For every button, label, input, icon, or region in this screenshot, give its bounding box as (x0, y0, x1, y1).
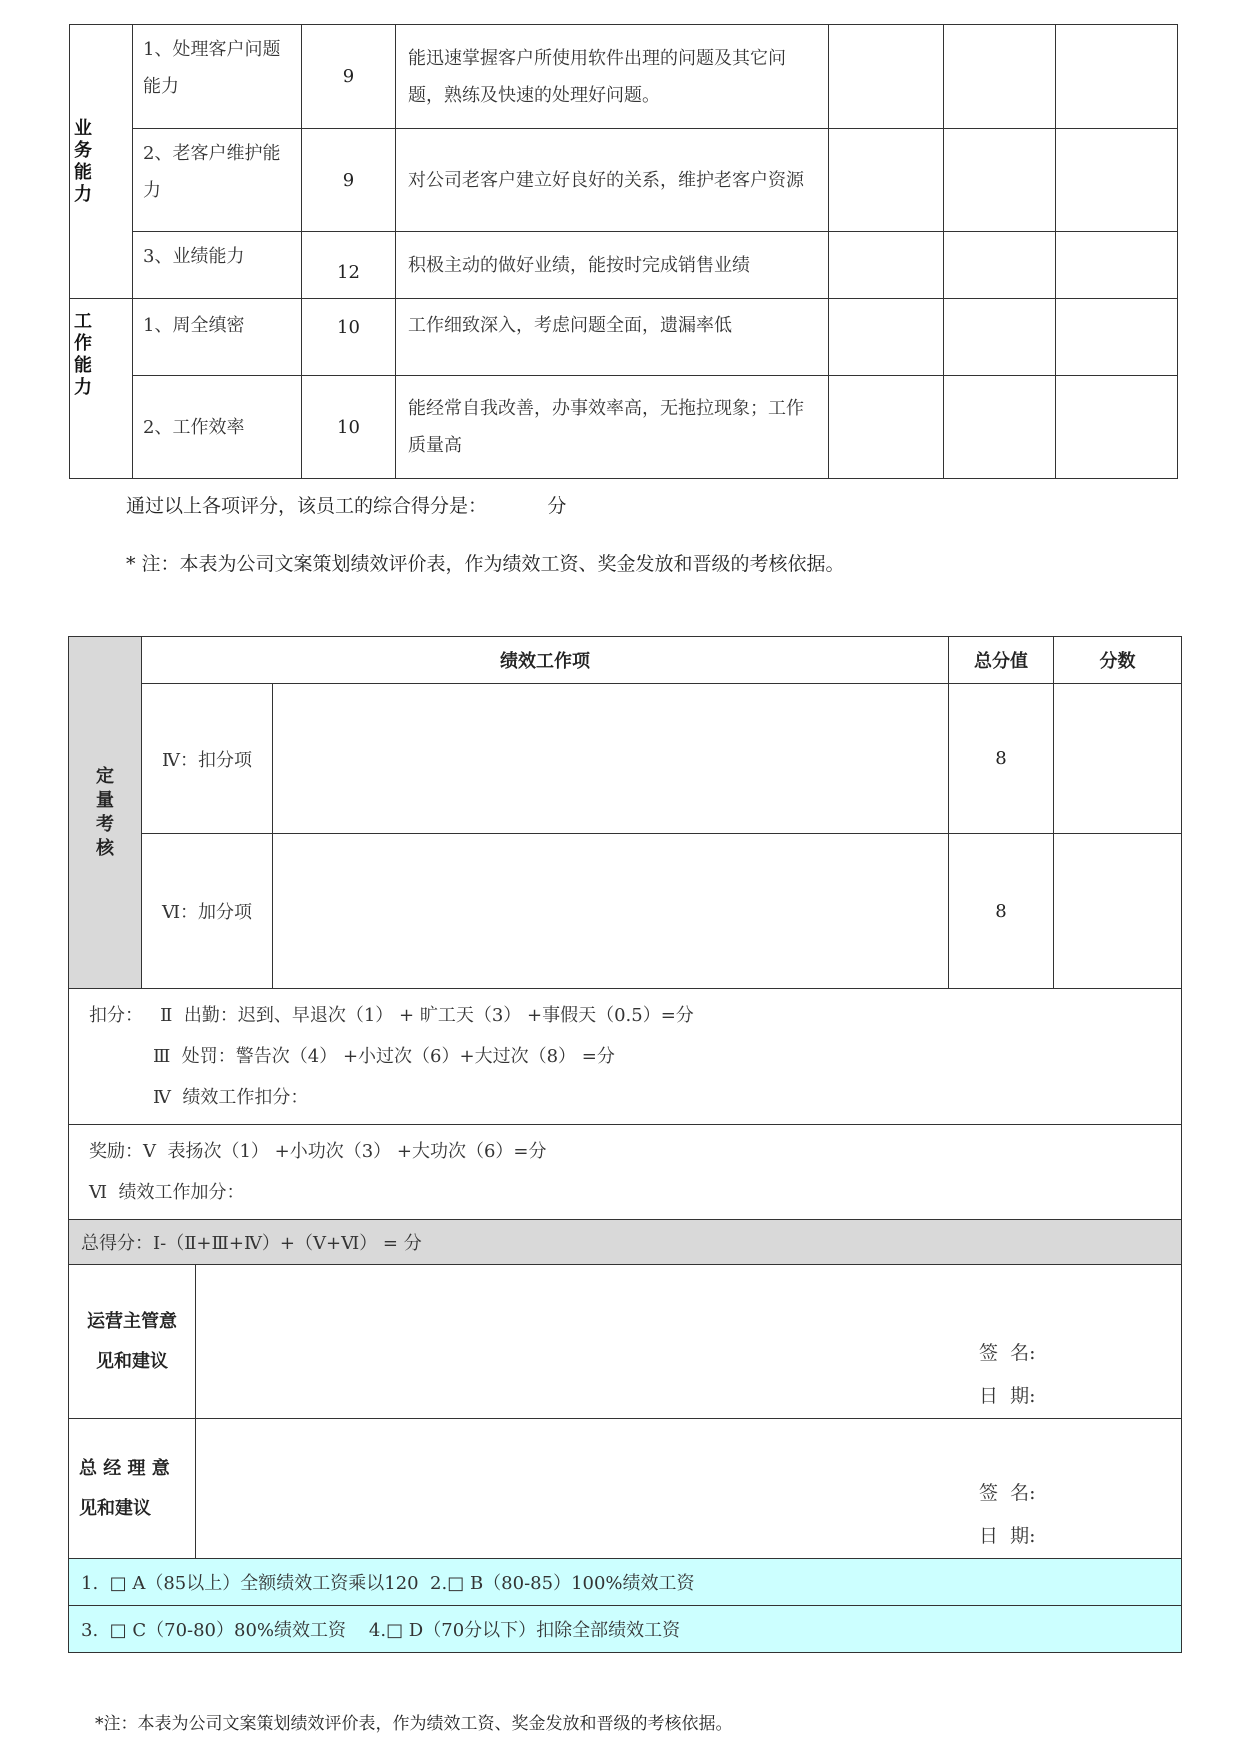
table-row (69, 834, 1182, 989)
date-label: 日 期: (979, 1385, 1036, 1407)
evaluation-table-2 (68, 636, 1182, 1653)
bonus-total: 8 (949, 834, 1054, 989)
deduction-line: Ⅳ 绩效工作扣分： (153, 1087, 309, 1108)
deduct-item-label: Ⅳ：扣分项 (142, 684, 273, 834)
reward-line: 奖励：Ⅴ 表扬次（1） +小功次（3） +大功次（6）=分 (89, 1141, 547, 1162)
score-cell[interactable] (829, 25, 944, 129)
table-row (69, 1265, 1182, 1419)
deduction-details (69, 989, 1182, 1125)
item-description: 对公司老客户建立好良好的关系，维护老客户资源 (396, 129, 829, 232)
item-label: 3、业绩能力 (133, 232, 302, 299)
item-score: 12 (302, 232, 396, 299)
score-cell[interactable] (1056, 232, 1178, 299)
supervisor-opinion-field[interactable] (196, 1265, 1182, 1419)
header-total: 总分值 (949, 637, 1054, 684)
score-cell[interactable] (1056, 129, 1178, 232)
score-cell[interactable] (944, 299, 1056, 376)
sign-label: 签 名: (979, 1482, 1036, 1504)
table-row (69, 1125, 1182, 1220)
table-row (69, 637, 1182, 684)
score-cell[interactable] (829, 376, 944, 479)
bonus-item-label: Ⅵ：加分项 (142, 834, 273, 989)
deduction-line: Ⅲ 处罚：警告次（4） +小过次（6）+大过次（8） =分 (153, 1046, 615, 1067)
score-cell[interactable] (944, 232, 1056, 299)
category-quantitative: 定量考核 (69, 637, 142, 989)
item-score: 10 (302, 376, 396, 479)
bonus-score-cell[interactable] (1054, 834, 1182, 989)
table-row (70, 129, 1178, 232)
supervisor-opinion-label: 运营主管意见和建议 (69, 1265, 196, 1419)
grade-options-row[interactable]: 1. □ A（85以上）全额绩效工资乘以120 2.□ B（80-85）100%绩效工资 (69, 1559, 1182, 1606)
score-cell[interactable] (829, 299, 944, 376)
item-label: 2、老客户维护能力 (133, 129, 302, 232)
deduction-line: 扣分： Ⅱ 出勤：迟到、早退次（1） + 旷工天（3） +事假天（0.5）=分 (89, 1005, 694, 1026)
table-row (69, 989, 1182, 1125)
date-label: 日 期: (979, 1525, 1036, 1547)
score-cell[interactable] (1056, 376, 1178, 479)
item-description: 能迅速掌握客户所使用软件出理的问题及其它问题，熟练及快速的处理好问题。 (396, 25, 829, 129)
item-description: 积极主动的做好业绩，能按时完成销售业绩 (396, 232, 829, 299)
item-label: 1、处理客户问题能力 (133, 25, 302, 129)
total-score-formula: 总得分：Ⅰ-（Ⅱ+Ⅲ+Ⅳ）+（Ⅴ+Ⅵ） = 分 (69, 1220, 1182, 1265)
table-note: * 注：本表为公司文案策划绩效评价表，作为绩效工资、奖金发放和晋级的考核依据。 (126, 553, 845, 575)
sign-label: 签 名: (979, 1342, 1036, 1364)
score-cell[interactable] (1056, 25, 1178, 129)
item-label: 2、工作效率 (133, 376, 302, 479)
item-score: 10 (302, 299, 396, 376)
item-label: 1、周全缜密 (133, 299, 302, 376)
gm-opinion-label: 总 经 理 意 见和建议 (69, 1419, 196, 1559)
item-description: 工作细致深入，考虑问题全面，遗漏率低 (396, 299, 829, 376)
score-cell[interactable] (829, 129, 944, 232)
total-score-line: 通过以上各项评分，该员工的综合得分是： 分 (126, 495, 567, 517)
score-cell[interactable] (944, 129, 1056, 232)
table-row (70, 299, 1178, 376)
table-row (69, 1559, 1182, 1606)
footer-note: *注：本表为公司文案策划绩效评价表，作为绩效工资、奖金发放和晋级的考核依据。 (95, 1714, 733, 1734)
item-description: 能经常自我改善，办事效率高，无拖拉现象；工作质量高 (396, 376, 829, 479)
grade-options-row[interactable]: 3. □ C（70-80）80%绩效工资 4.□ D（70分以下）扣除全部绩效工资 (69, 1606, 1182, 1653)
deduct-score-cell[interactable] (1054, 684, 1182, 834)
category-business-ability: 业务能力 (70, 25, 133, 299)
reward-line: Ⅵ 绩效工作加分： (89, 1182, 245, 1203)
evaluation-table-1 (69, 24, 1178, 479)
table-row (70, 232, 1178, 299)
bonus-item-content[interactable] (273, 834, 949, 989)
category-work-ability: 工作能力 (70, 299, 133, 479)
score-cell[interactable] (944, 25, 1056, 129)
header-item: 绩效工作项 (142, 637, 949, 684)
table-row (69, 684, 1182, 834)
table-row (70, 376, 1178, 479)
score-cell[interactable] (1056, 299, 1178, 376)
deduct-item-content[interactable] (273, 684, 949, 834)
table-row (69, 1606, 1182, 1653)
item-score: 9 (302, 25, 396, 129)
item-score: 9 (302, 129, 396, 232)
score-cell[interactable] (829, 232, 944, 299)
reward-details (69, 1125, 1182, 1220)
table-row (70, 25, 1178, 129)
score-cell[interactable] (944, 376, 1056, 479)
table-row (69, 1220, 1182, 1265)
deduct-total: 8 (949, 684, 1054, 834)
table-row (69, 1419, 1182, 1559)
gm-opinion-field[interactable] (196, 1419, 1182, 1559)
header-score: 分数 (1054, 637, 1182, 684)
